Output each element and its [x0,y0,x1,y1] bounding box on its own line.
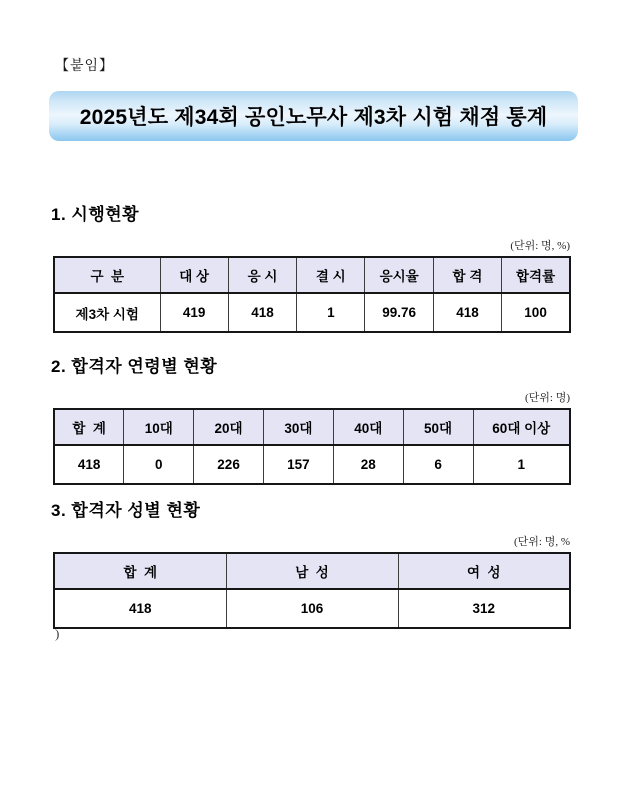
column-header: 합격률 [502,257,570,293]
table-cell: 418 [228,293,296,332]
table-row [54,445,570,484]
column-header: 합 계 [54,409,124,445]
table-cell: 226 [194,445,264,484]
table-cell: 312 [398,589,570,628]
table-cell: 1 [473,445,570,484]
table-cell: 6 [403,445,473,484]
wrapped-paren-text: ) [55,626,60,641]
table-cell: 419 [160,293,228,332]
stats-table [53,408,571,485]
table-cell: 100 [502,293,570,332]
column-header: 30대 [263,409,333,445]
section-heading: 3. 합격자 성별 현황 [51,501,201,520]
column-header: 60대 이상 [473,409,570,445]
table-cell: 99.76 [365,293,433,332]
table-header-row [54,409,570,445]
table-row [54,293,570,332]
column-header: 합 격 [433,257,501,293]
column-header: 합 계 [54,553,226,589]
table-cell: 418 [54,445,124,484]
unit-label: (단위: 명, % [513,536,570,548]
stats-table [53,256,571,333]
table-header-row [54,553,570,589]
table-cell: 1 [297,293,365,332]
section-gender-distribution [51,496,571,629]
title-banner [49,91,578,141]
section-implementation-status [51,200,571,333]
attachment-label: 【붙임】 [55,59,115,74]
column-header: 응시율 [365,257,433,293]
table-cell: 157 [263,445,333,484]
table-header-row [54,257,570,293]
column-header: 대 상 [160,257,228,293]
table-cell: 418 [433,293,501,332]
column-header: 여 성 [398,553,570,589]
section-heading: 2. 합격자 연령별 현황 [51,357,218,376]
column-header: 결 시 [297,257,365,293]
section-age-distribution [51,352,571,485]
section-heading: 1. 시행현황 [51,205,140,224]
table-cell: 418 [54,589,226,628]
column-header: 40대 [333,409,403,445]
stats-table [53,552,571,629]
column-header: 남 성 [226,553,398,589]
table-cell: 제3차 시험 [54,293,160,332]
unit-label: (단위: 명, %) [510,240,570,252]
unit-label: (단위: 명) [524,392,570,404]
table-cell: 28 [333,445,403,484]
column-header: 50대 [403,409,473,445]
page-title: 2025년도 제34회 공인노무사 제3차 시험 채점 통계 [79,106,548,129]
column-header: 20대 [194,409,264,445]
table-row [54,589,570,628]
table-cell: 106 [226,589,398,628]
column-header: 구 분 [54,257,160,293]
table-cell: 0 [124,445,194,484]
column-header: 응 시 [228,257,296,293]
column-header: 10대 [124,409,194,445]
